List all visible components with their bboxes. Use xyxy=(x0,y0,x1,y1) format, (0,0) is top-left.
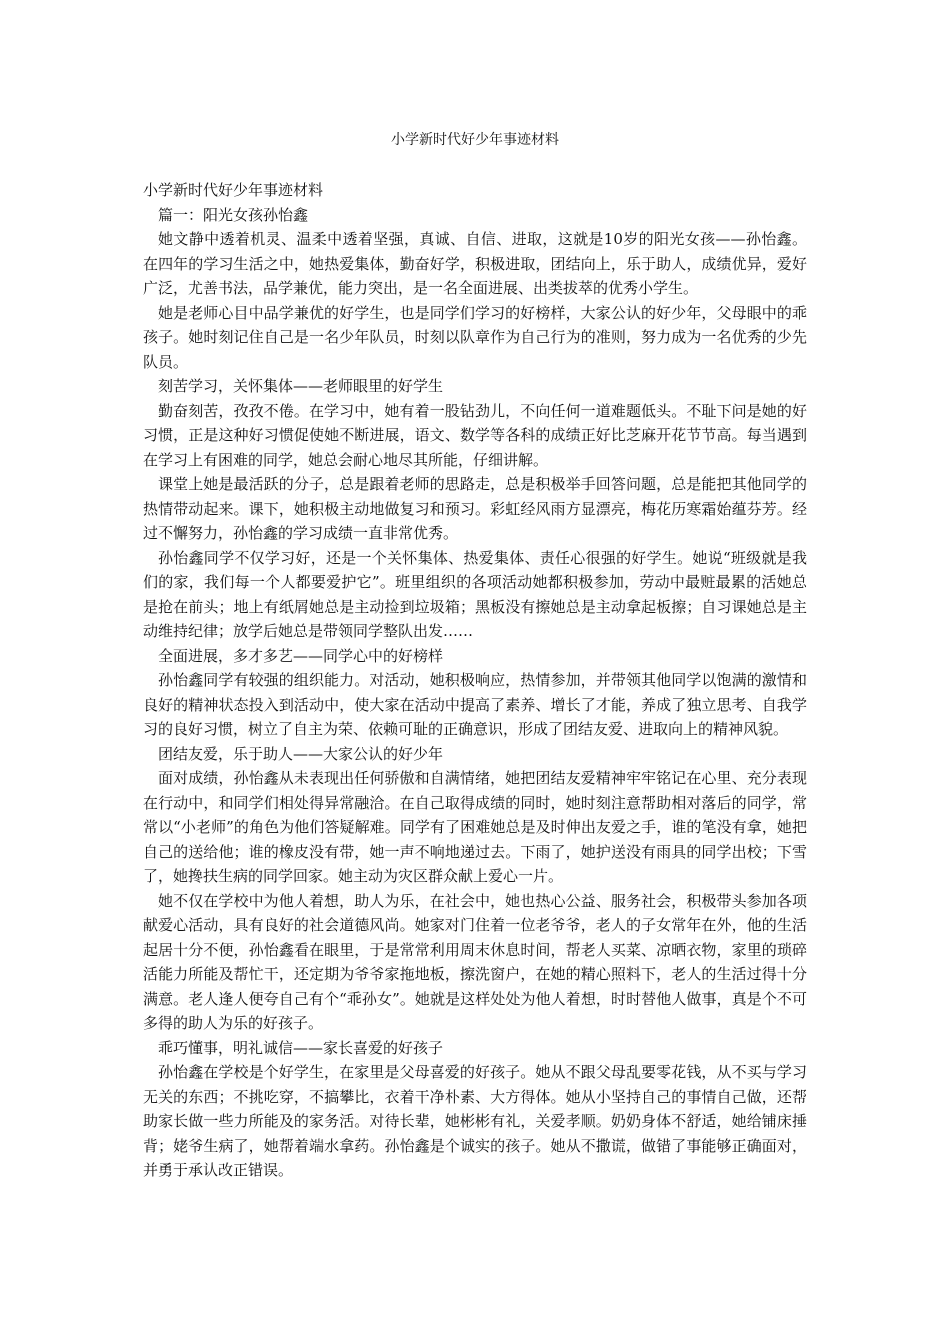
document-subtitle: 小学新时代好少年事迹材料 xyxy=(143,181,324,199)
paragraph: 勤奋刻苦，孜孜不倦。在学习中，她有着一股钻劲儿，不向任何一道难题低头。不耻下问是她的好习惯，正是这种好习惯促使她不断进展，语文、数学等各科的成绩正好比芝麻开花节节高。每当遇到在学习上有困难的同学，她总会耐心地尽其所能，仔细讲解。 xyxy=(143,401,807,469)
document-body xyxy=(143,178,807,1183)
section-heading: 乖巧懂事，明礼诚信——家长喜爱的好孩子 xyxy=(158,1038,444,1057)
paragraph: 面对成绩，孙怡鑫从未表现出任何骄傲和自满情绪，她把团结友爱精神牢牢铭记在心里、充分表现在行动中，和同学们相处得异常融洽。在自己取得成绩的同时，她时刻注意帮助相对落后的同学，常常以“小老师”的角色为他们答疑解难。同学有了困难她总是及时伸出友爱之手，谁的笔没有拿，她把自己的送给他；谁的橡皮没有带，她一声不响地递过去。下雨了，她护送没有雨具的同学出校；下雪了，她搀扶生病的同学回家。她主动为灾区群众献上爱心一片。 xyxy=(143,769,807,885)
paragraph: 她文静中透着机灵、温柔中透着坚强，真诚、自信、进取，这就是10岁的阳光女孩——孙怡鑫。在四年的学习生活之中，她热爱集体，勤奋好学，积极进取，团结向上，乐于助人，成绩优异，爱好广泛，尤善书法，品学兼优，能力突出，是一名全面进展、出类拔萃的优秀小学生。 xyxy=(143,230,807,297)
paragraph: 孙怡鑫同学有较强的组织能力。对活动，她积极响应，热情参加，并带领其他同学以饱满的激情和良好的精神状态投入到活动中，使大家在活动中提高了素养、增长了才能，养成了独立思考、自我学习的良好习惯，树立了自主为荣、依赖可耻的正确意识，形成了团结友爱、进取向上的精神风貌。 xyxy=(143,671,807,738)
paragraph: 她是老师心目中品学兼优的好学生，也是同学们学习的好榜样，大家公认的好少年，父母眼中的乖孩子。她时刻记住自己是一名少年队员，时刻以队章作为自己行为的准则，努力成为一名优秀的少先队员。 xyxy=(143,303,807,371)
section-heading: 刻苦学习，关怀集体——老师眼里的好学生 xyxy=(158,377,444,395)
paragraph: 她不仅在学校中为他人着想，助人为乐，在社会中，她也热心公益、服务社会，积极带头参加各项献爱心活动，具有良好的社会道德风尚。她家对门住着一位老爷爷，老人的子女常年在外，他的生活起居十分不便，孙怡鑫看在眼里，于是常常利用周末休息时间，帮老人买菜、凉晒衣物，家里的琐碎活能力所能及帮忙干，还定期为爷爷家拖地板，擦洗窗户，在她的精心照料下，老人的生活过得十分满意。老人逢人便夸自己有个“乖孙女”。她就是这样处处为他人着想，时时替他人做事，真是个不可多得的助人为乐的好孩子。 xyxy=(143,891,807,1032)
paragraph: 孙怡鑫在学校是个好学生，在家里是父母喜爱的好孩子。她从不跟父母乱要零花钱，从不买与学习无关的东西；不挑吃穿，不搞攀比，衣着干净朴素、大方得体。她从小坚持自己的事情自己做，还帮助家长做一些力所能及的家务活。对待长辈，她彬彬有礼，关爱孝顺。奶奶身体不舒适，她给铺床捶背；姥爷生病了，她帮着端水拿药。孙怡鑫是个诚实的孩子。她从不撒谎，做错了事能够正确面对，并勇于承认改正错误。 xyxy=(143,1063,807,1179)
section-heading: 全面进展，多才多艺——同学心中的好榜样 xyxy=(158,646,444,665)
section-heading: 篇一：阳光女孩孙怡鑫 xyxy=(158,205,309,224)
paragraph: 课堂上她是最活跃的分子，总是跟着老师的思路走，总是积极举手回答问题，总是能把其他同学的热情带动起来。课下，她积极主动地做复习和预习。彩虹经风雨方显漂亮，梅花历寒霜始蕴芬芳。经过不懈努力，孙怡鑫的学习成绩一直非常优秀。 xyxy=(143,475,807,542)
paragraph: 孙怡鑫同学不仅学习好，还是一个关怀集体、热爱集体、责任心很强的好学生。她说“班级就是我们的家，我们每一个人都要爱护它”。班里组织的各项活动她都积极参加，劳动中最赃最累的活她总是抢在前头；地上有纸屑她总是主动捡到垃圾箱；黑板没有擦她总是主动拿起板擦；自习课她总是主动维持纪律；放学后她总是带领同学整队出发…… xyxy=(143,548,807,640)
document-title: 小学新时代好少年事迹材料 xyxy=(391,132,559,148)
section-heading: 团结友爱，乐于助人——大家公认的好少年 xyxy=(158,744,444,763)
